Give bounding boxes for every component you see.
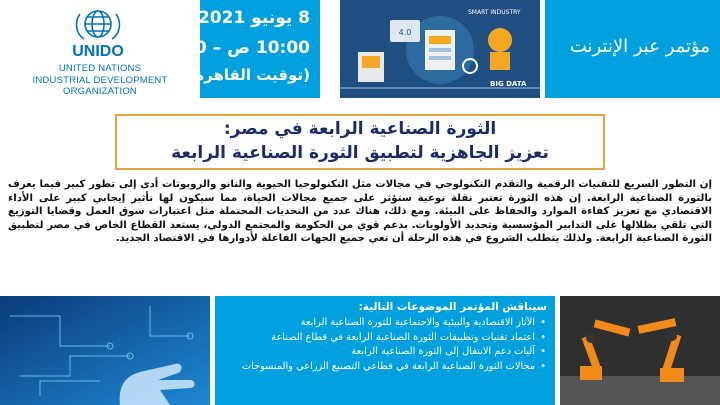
event-type-panel [545,0,720,98]
smart-industry-illustration [340,0,540,98]
un-emblem-icon [62,8,134,60]
conference-title-box [115,114,605,170]
event-time: 10:00 ص – 4:30 م [146,38,310,58]
event-timezone: (توقيت القاهرة) [188,66,310,84]
topic-item: • آليات دعم الانتقال إلى الثورة الصناعية الرابعة [221,345,535,360]
topics-heading: سيناقش المؤتمر الموضوعات التالية: [358,301,547,313]
title-line-1: الثورة الصناعية الرابعة في مصر: [223,119,497,139]
event-type-label: مؤتمر عبر الإنترنت [569,36,710,57]
digital-hand-image [0,296,210,405]
logo-line-1: UNITED NATIONS [58,63,142,74]
logo-acronym: UNIDO [72,43,124,60]
topic-item: • اعتماد تقنيات وتطبيقات الثورة الصناعية الرابعة في قطاع الصناعة [221,331,535,346]
robot-arms-image [560,296,720,405]
date-time-panel [146,0,320,98]
topics-list [221,316,547,374]
topic-item: • مجالات الثورة الصناعية الرابعة في قطاعي التصنيع الزراعي والمنسوجات [221,360,535,375]
label-4-0: 4.0 [398,28,412,37]
intro-paragraph: إن التطور السريع للتقنيات الرقمية والتقدم التكنولوجي في مجالات مثل التكنولوجيا الحيوية والنانو والروبوتات أدى إلى تطور كبير فيما يعرف بالثورة الصناعية الرابعة. إن هذه الثورة تعتبر نقلة نوعية ستؤثر على جميع مجالات الحياة، مما سيكون لها تأثير إيجابي كبير على الأداء الاقتصادي مع تعزيز كفاءة الموارد والحفاظ على البيئة. ومع ذلك، هناك عدد من التحديات المحتملة مثل اعتبارات سوق العمل وقضايا التوزيع التي تلقي بظلالها على التدابير المؤسسية وتحديد الأولويات. بدعم قوي من الحكومة والمجتمع الدولي، يستعد القطاع الخاص في مصر لتطبيق الثورة الصناعية الرابعة. ولذلك يتطلب الشروع في هذه الرحلة أن تعي جميع الجهات الفاعلة لأدوارها في الاقتصاد الجديد. [8,179,712,244]
topics-panel [215,296,555,405]
title-line-2: تعزيز الجاهزية لتطبيق الثورة الصناعية الرابعة [171,143,549,163]
industry-graphic [340,0,540,98]
robot-arm-graphic [560,296,720,405]
logo-line-2: INDUSTRIAL DEVELOPMENT ORGANIZATION [32,75,168,97]
topic-item: • الآثار الاقتصادية والبيئية والاجتماعية للثورة الصناعية الرابعة [221,316,535,331]
circuit-graphic [0,296,210,405]
label-big-data: BIG DATA [490,80,527,88]
event-date: 8 يونيو 2021 [197,8,310,28]
label-smart-industry: SMART INDUSTRY [468,9,521,16]
